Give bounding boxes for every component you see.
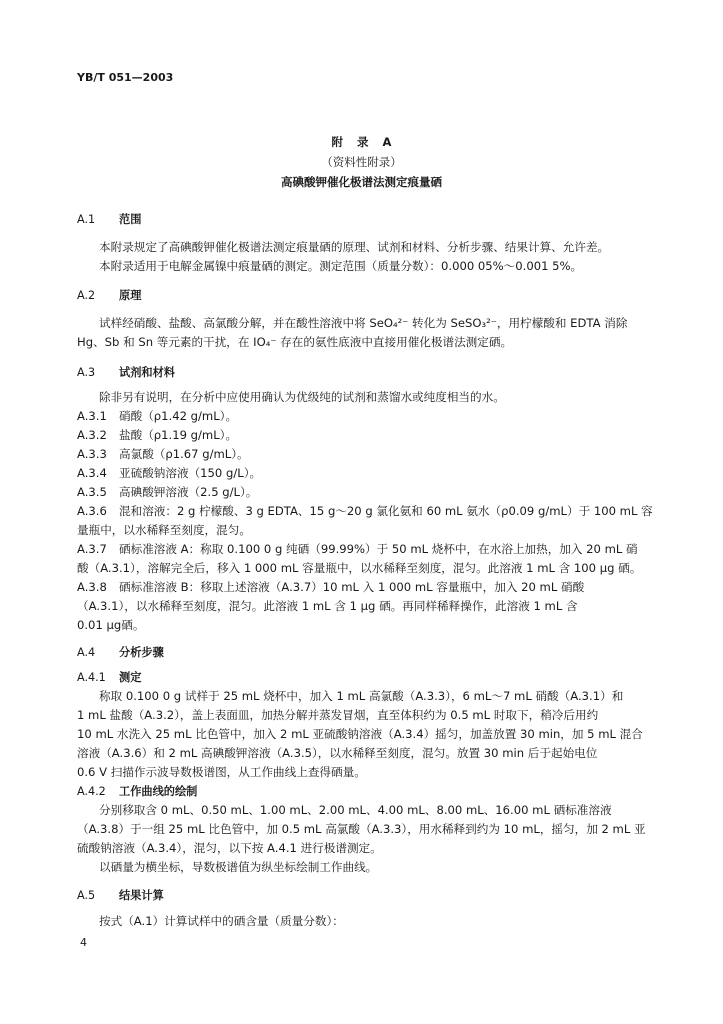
a2-line-2: Hg、Sb 和 Sn 等元素的干扰，在 IO₄⁻ 存在的氨性底液中直接用催化极谱法测定硒。 <box>77 335 513 349</box>
subsection-number: A.4.2 <box>77 785 106 798</box>
item-number: A.3.2 <box>77 428 107 442</box>
a5-paragraph-1: 按式（A.1）计算试样中的硒含量（质量分数）： <box>99 914 344 928</box>
subsection-title: 工作曲线的绘制 <box>119 785 198 798</box>
reagent-item-a38 <box>77 579 584 595</box>
item-text: 高碘酸钾溶液（2.5 g/L）。 <box>119 485 258 499</box>
item-text: 硝酸（ρ1.42 g/mL）。 <box>119 409 238 423</box>
item-number: A.3.1 <box>77 409 107 423</box>
section-number: A.4 <box>77 646 96 659</box>
section-a3-heading <box>77 364 175 380</box>
reagent-item <box>77 427 237 443</box>
a41-line-5: 0.6 V 扫描作示波导数极谱图，从工作曲线上查得硒量。 <box>77 765 366 779</box>
item-text: 高氯酸（ρ1.67 g/mL）。 <box>119 447 249 461</box>
page-number: 4 <box>80 936 87 949</box>
reagent-item-a36 <box>77 503 653 519</box>
section-number: A.2 <box>77 289 96 302</box>
item-number: A.3.6 <box>77 504 107 518</box>
a42-line-1: 分别移取含 0 mL、0.50 mL、1.00 mL、2.00 mL、4.00 mL、8.00 mL、16.00 mL 硒标准溶液 <box>99 803 612 817</box>
a42-line-4: 以硒量为横坐标，导数极谱值为纵坐标绘制工作曲线。 <box>99 860 378 874</box>
item-number: A.3.5 <box>77 485 107 499</box>
a42-line-3: 硫酸钠溶液（A.3.4），混匀，以下按 A.4.1 进行极谱测定。 <box>77 841 382 855</box>
section-title: 试剂和材料 <box>119 366 175 379</box>
a42-line-2: （A.3.8）于一组 25 mL 比色管中，加 0.5 mL 高氯酸（A.3.3），用水稀释到约为 10 mL，摇匀，加 2 mL 亚 <box>77 822 646 836</box>
item-number: A.3.7 <box>77 542 107 556</box>
section-title: 原理 <box>119 289 142 302</box>
reagent-item <box>77 484 257 500</box>
appendix-subtitle: （资料性附录） <box>321 155 402 169</box>
section-a5-heading <box>77 887 164 903</box>
item-text: 亚硫酸钠溶液（150 g/L）。 <box>119 466 262 480</box>
item-text: 盐酸（ρ1.19 g/mL）。 <box>119 428 238 442</box>
reagent-item <box>77 408 237 424</box>
a41-line-1: 称取 0.100 0 g 试样于 25 mL 烧杯中，加入 1 mL 高氯酸（A.3.3），6 mL～7 mL 硝酸（A.3.1）和 <box>99 689 624 703</box>
reagent-item-a36-cont: 量瓶中，以水稀释至刻度，混匀。 <box>77 523 251 537</box>
item-number: A.3.3 <box>77 447 107 461</box>
item-number: A.3.8 <box>77 580 107 594</box>
subsection-a42-heading <box>77 783 197 799</box>
item-text: 硒标准溶液 B：移取上述溶液（A.3.7）10 mL 入 1 000 mL 容量瓶中，加入 20 mL 硝酸 <box>119 580 585 594</box>
reagent-item-a38-cont2: 0.01 μg硒。 <box>77 618 145 632</box>
appendix-title: 附录A <box>331 135 406 149</box>
subsection-title: 测定 <box>119 671 142 684</box>
subsection-a41-heading <box>77 669 141 685</box>
a1-paragraph-2: 本附录适用于电解金属镍中痕量硒的测定。测定范围（质量分数）：0.000 05%～0.001 5%。 <box>99 259 583 273</box>
standard-code: YB/T 051—2003 <box>77 71 174 84</box>
a1-paragraph-1: 本附录规定了高碘酸钾催化极谱法测定痕量硒的原理、试剂和材料、分析步骤、结果计算、允许差。 <box>99 240 610 254</box>
section-title: 分析步骤 <box>119 646 164 659</box>
section-number: A.3 <box>77 366 96 379</box>
reagent-item-a38-cont: （A.3.1），以水稀释至刻度，混匀。此溶液 1 mL 含 1 μg 硒。再同样稀释操作，此溶液 1 mL 含 <box>77 599 578 613</box>
reagent-item <box>77 446 249 462</box>
reagent-item-a37 <box>77 541 638 557</box>
a2-line-1: 试样经硝酸、盐酸、高氯酸分解，并在酸性溶液中将 SeO₄²⁻ 转化为 SeSO₃²⁻，用柠檬酸和 EDTA 消除 <box>99 316 628 330</box>
a3-intro: 除非另有说明，在分析中应使用确认为优级纯的试剂和蒸馏水或纯度相当的水。 <box>99 390 505 404</box>
a41-line-2: 1 mL 盐酸（A.3.2），盖上表面皿，加热分解并蒸发冒烟，直至体积约为 0.5 mL 时取下，稍冷后用约 <box>77 708 599 722</box>
section-number: A.5 <box>77 889 96 902</box>
subsection-number: A.4.1 <box>77 671 106 684</box>
section-a4-heading <box>77 644 164 660</box>
reagent-item-a37-cont: 酸（A.3.1），溶解完全后，移入 1 000 mL 容量瓶中，以水稀释至刻度，混匀。此溶液 1 mL 含 100 μg 硒。 <box>77 561 642 575</box>
section-a1-heading <box>77 211 141 227</box>
item-number: A.3.4 <box>77 466 107 480</box>
section-number: A.1 <box>77 213 96 226</box>
appendix-heading: 高碘酸钾催化极谱法测定痕量硒 <box>281 175 442 189</box>
item-text: 混和溶液：2 g 柠檬酸、3 g EDTA、15 g～20 g 氯化氨和 60 mL 氨水（ρ0.09 g/mL）于 100 mL 容 <box>119 504 653 518</box>
reagent-item <box>77 465 261 481</box>
a41-line-3: 10 mL 水洗入 25 mL 比色管中，加入 2 mL 亚硫酸钠溶液（A.3.4）摇匀，加盖放置 30 min，加 5 mL 混合 <box>77 727 643 741</box>
item-text: 硒标准溶液 A：称取 0.100 0 g 纯硒（99.99%）于 50 mL 烧杯中，在水浴上加热，加入 20 mL 硝 <box>119 542 638 556</box>
a41-line-4: 溶液（A.3.6）和 2 mL 高碘酸钾溶液（A.3.5），以水稀释至刻度，混匀。放置 30 min 后于起始电位 <box>77 746 598 760</box>
section-title: 范围 <box>119 213 142 226</box>
section-a2-heading <box>77 287 141 303</box>
section-title: 结果计算 <box>119 889 164 902</box>
